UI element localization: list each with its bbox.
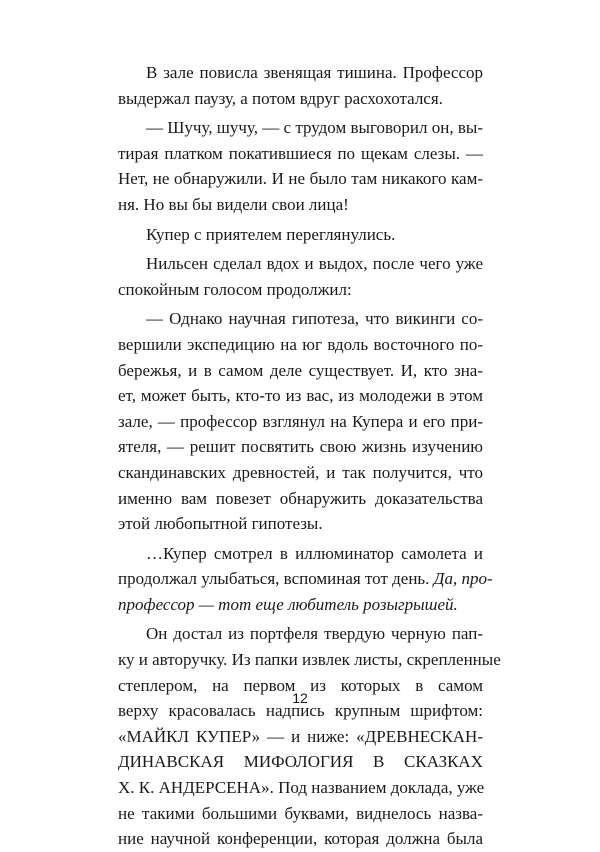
text-segment: продолжал улыбаться, вспоминая тот день. (118, 569, 434, 589)
text-line: Нет, не обнаружили. И не было там никакого кам- (118, 169, 483, 189)
paragraph-5 (118, 306, 483, 536)
paragraph-7 (118, 621, 501, 851)
paragraph-4 (118, 251, 483, 302)
text-line: В зале повисла звенящая тишина. Профессор (146, 63, 483, 82)
text-line: вершили экспедицию на юг вдоль восточного по- (118, 334, 483, 354)
text-line: …Купер смотрел в иллюминатор самолета и (146, 543, 483, 563)
paragraph-3 (118, 222, 483, 248)
paragraph-1 (118, 60, 483, 111)
text-line: ет, может быть, кто-то из вас, из молодежи в этом (118, 386, 483, 406)
text-line (118, 566, 493, 592)
text-line: бережья, и в самом деле существует. И, кто зна- (118, 360, 483, 380)
italic-text-line: профессор — тот еще любитель розыгрышей. (118, 594, 458, 614)
italic-text: Да, про- (433, 569, 493, 589)
text-line: не такими большими буквами, виднелось назва- (118, 803, 483, 823)
text-line: ятеля, — решит посвятить свою жизнь изучению (118, 437, 483, 457)
text-line: зале, — профессор взглянул на Купера и его при- (118, 411, 483, 431)
text-line: скандинавских древностей, и так получится, что (118, 462, 483, 482)
text-line: — Шучу, шучу, — с трудом выговорил он, вы- (146, 118, 483, 138)
text-line: — Однако научная гипотеза, что викинги со- (146, 309, 483, 329)
paragraph-2 (118, 115, 483, 217)
text-line: этой любопытной гипотезы. (118, 514, 323, 534)
text-line: ние научной конференции, которая должна была (118, 829, 483, 849)
text-line: Х. К. АНДЕРСЕНА». Под названием доклада, уже (118, 778, 485, 798)
page-number: 12 (292, 690, 308, 706)
text-line: ня. Но вы бы видели свои лица! (118, 194, 349, 214)
paragraph-6 (118, 541, 493, 618)
text-line: ДИНАВСКАЯ МИФОЛОГИЯ В СКАЗКАХ (118, 752, 483, 772)
text-line: тирая платком покатившиеся по щекам слезы. — (118, 143, 483, 163)
text-line: Купер с приятелем переглянулись. (146, 224, 396, 244)
text-line: верху красовалась надпись крупным шрифтом: (118, 701, 483, 721)
text-line: Нильсен сделал вдох и выдох, после чего уже (146, 254, 483, 274)
text-line: именно вам повезет обнаружить доказательства (118, 488, 483, 508)
body-text (118, 60, 501, 852)
text-line: выдержал паузу, а потом вдруг расхохотался. (118, 88, 443, 108)
text-line: спокойным голосом продолжил: (118, 279, 352, 299)
text-line: Он достал из портфеля твердую черную пап- (146, 624, 483, 644)
text-line: ку и авторучку. Из папки извлек листы, скрепленные (118, 650, 501, 670)
text-line: «МАЙКЛ КУПЕР» — и ниже: «ДРЕВНЕСКАН- (118, 726, 483, 746)
text-line: степлером, на первом из которых в самом (118, 675, 483, 695)
